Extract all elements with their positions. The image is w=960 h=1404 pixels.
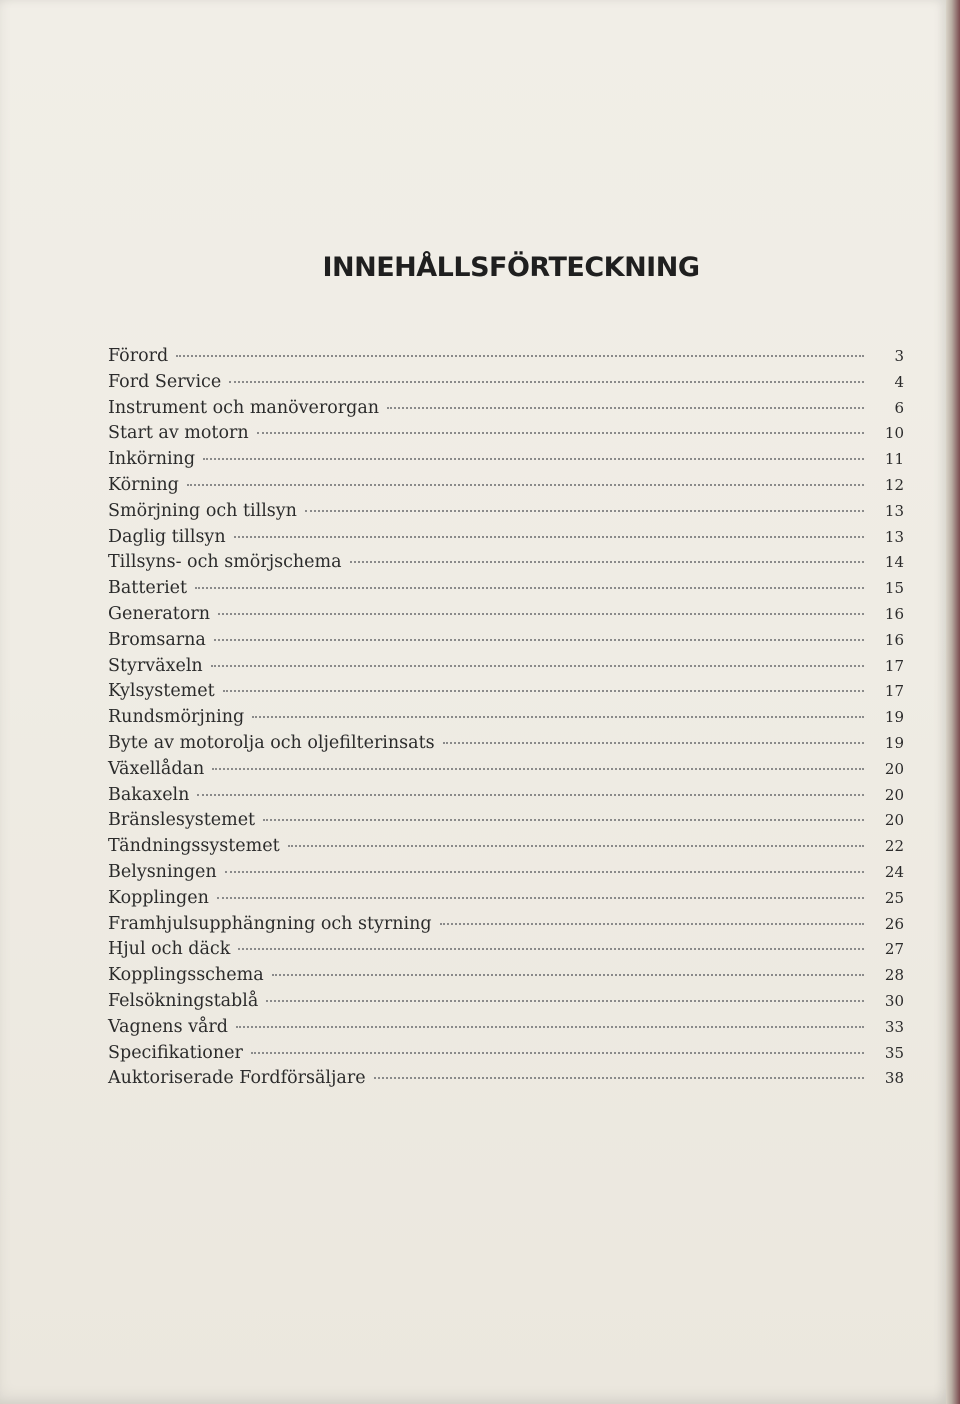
dot-leader: [257, 431, 864, 434]
toc-entry-page-number: 13: [884, 501, 904, 520]
dot-leader: [288, 844, 864, 847]
toc-entry-page-number: 14: [884, 553, 904, 572]
toc-entry: [108, 576, 904, 602]
dot-leader: [266, 999, 864, 1002]
toc-entry: [108, 499, 904, 525]
dot-leader: [212, 767, 864, 770]
toc-entry-label: Auktoriserade Fordförsäljare: [108, 1068, 366, 1089]
toc-entry-page-number: 13: [884, 527, 904, 546]
dot-leader: [217, 896, 864, 899]
toc-entry-label: Växellådan: [108, 758, 205, 779]
dot-leader: [234, 535, 864, 538]
toc-entry-label: Smörjning och tillsyn: [108, 500, 297, 521]
toc-entry-label: Specifikationer: [108, 1042, 243, 1063]
dot-leader: [263, 818, 864, 821]
toc-entry-label: Tillsyns- och smörjschema: [108, 552, 342, 573]
toc-entry-page-number: 16: [884, 604, 904, 623]
dot-leader: [251, 1051, 864, 1054]
toc-entry-label: Kylsystemet: [108, 681, 215, 702]
toc-entry-label: Framhjulsupphängning och styrning: [108, 913, 432, 934]
toc-entry: [108, 989, 904, 1015]
toc-entry-label: Vagnens vård: [108, 1016, 228, 1037]
toc-entry-page-number: 17: [884, 682, 904, 701]
toc-entry-label: Förord: [108, 346, 169, 366]
toc-entry-page-number: 38: [884, 1069, 904, 1088]
toc-entry-page-number: 19: [884, 708, 904, 727]
toc-entry-label: Bromsarna: [108, 629, 206, 650]
toc-entry: [108, 679, 904, 705]
toc-entry-page-number: 4: [894, 372, 904, 391]
toc-entry: [108, 421, 904, 447]
dot-leader: [350, 560, 864, 563]
toc-entry-label: Hjul och däck: [108, 939, 231, 960]
toc-entry-label: Start av motorn: [108, 423, 249, 444]
toc-entry-page-number: 35: [884, 1043, 904, 1062]
toc-entry-label: Styrväxeln: [108, 655, 203, 676]
dot-leader: [197, 793, 864, 796]
toc-entry: [108, 1066, 904, 1092]
toc-entry-label: Inkörning: [108, 449, 196, 470]
dot-leader: [252, 715, 864, 718]
dot-leader: [387, 406, 864, 409]
toc-entry-label: Byte av motorolja och oljefilterinsats: [108, 732, 435, 753]
toc-entry-page-number: 20: [884, 785, 904, 804]
toc-entry-label: Bränslesystemet: [108, 810, 256, 831]
dot-leader: [229, 380, 864, 383]
toc-entry: [108, 654, 904, 680]
toc-entry: [108, 912, 904, 938]
toc-entry: [108, 370, 904, 396]
toc-entry-label: Kopplingsschema: [108, 965, 264, 986]
toc-entry-page-number: 30: [884, 991, 904, 1010]
toc-entry-label: Rundsmörjning: [108, 707, 245, 728]
toc-entry-page-number: 15: [884, 579, 904, 598]
toc-entry-page-number: 11: [884, 450, 904, 469]
toc-entry-label: Körning: [108, 474, 179, 495]
dot-leader: [223, 689, 864, 692]
toc-entry-label: Daglig tillsyn: [108, 526, 226, 547]
toc-entry-page-number: 24: [884, 862, 904, 881]
toc-entry: [108, 550, 904, 576]
toc-entry: [108, 447, 904, 473]
toc-entry-page-number: 19: [884, 733, 904, 752]
dot-leader: [374, 1076, 864, 1079]
toc-entry: [108, 937, 904, 963]
toc-entry: [108, 705, 904, 731]
dot-leader: [214, 638, 864, 641]
dot-leader: [305, 509, 864, 512]
page-edge: [946, 0, 960, 1404]
toc-entry: [108, 1041, 904, 1067]
toc-entry-label: Felsökningstablå: [108, 990, 259, 1011]
toc-entry-page-number: 33: [884, 1017, 904, 1036]
toc-entry-page-number: 3: [894, 347, 904, 365]
toc-entry: [108, 344, 904, 370]
dot-leader: [203, 457, 864, 460]
dot-leader: [272, 973, 864, 976]
dot-leader: [238, 947, 864, 950]
toc-entry: [108, 808, 904, 834]
toc-entry-label: Ford Service: [108, 371, 222, 392]
toc-entry: [108, 963, 904, 989]
toc-entry-page-number: 12: [884, 475, 904, 494]
dot-leader: [211, 664, 864, 667]
toc-entry-page-number: 27: [884, 940, 904, 959]
dot-leader: [225, 870, 864, 873]
toc-entry-page-number: 10: [884, 424, 904, 443]
dot-leader: [187, 483, 864, 486]
toc-entry-label: Batteriet: [108, 578, 188, 599]
toc-entry-page-number: 20: [884, 759, 904, 778]
dot-leader: [195, 586, 864, 589]
toc-entry-page-number: 20: [884, 811, 904, 830]
toc-entry-label: Bakaxeln: [108, 784, 190, 805]
toc-entry: [108, 602, 904, 628]
toc-entry-page-number: 17: [884, 656, 904, 675]
toc-entry: [108, 473, 904, 499]
toc-entry: [108, 783, 904, 809]
toc-entry-page-number: 16: [884, 630, 904, 649]
toc-entry-page-number: 28: [884, 966, 904, 985]
toc-entry: [108, 860, 904, 886]
toc-entry-label: Kopplingen: [108, 887, 209, 908]
page-title: INNEHÅLLSFÖRTECKNING: [322, 252, 700, 283]
toc-entry: [108, 757, 904, 783]
table-of-contents: [108, 344, 904, 1092]
toc-entry: [108, 886, 904, 912]
toc-entry-label: Tändningssystemet: [108, 836, 280, 857]
toc-entry: [108, 396, 904, 422]
toc-entry-label: Belysningen: [108, 861, 217, 882]
toc-entry-label: Generatorn: [108, 603, 210, 624]
dot-leader: [443, 741, 864, 744]
toc-entry: [108, 731, 904, 757]
toc-entry-page-number: 25: [884, 888, 904, 907]
toc-entry: [108, 628, 904, 654]
toc-entry-label: Instrument och manöverorgan: [108, 397, 380, 418]
dot-leader: [218, 612, 864, 615]
toc-entry-page-number: 6: [894, 398, 904, 417]
dot-leader: [236, 1025, 864, 1028]
toc-entry: [108, 834, 904, 860]
dot-leader: [440, 922, 864, 925]
dot-leader: [176, 354, 864, 357]
toc-entry-page-number: 22: [884, 837, 904, 856]
toc-entry: [108, 1015, 904, 1041]
toc-entry-page-number: 26: [884, 914, 904, 933]
toc-entry: [108, 525, 904, 551]
